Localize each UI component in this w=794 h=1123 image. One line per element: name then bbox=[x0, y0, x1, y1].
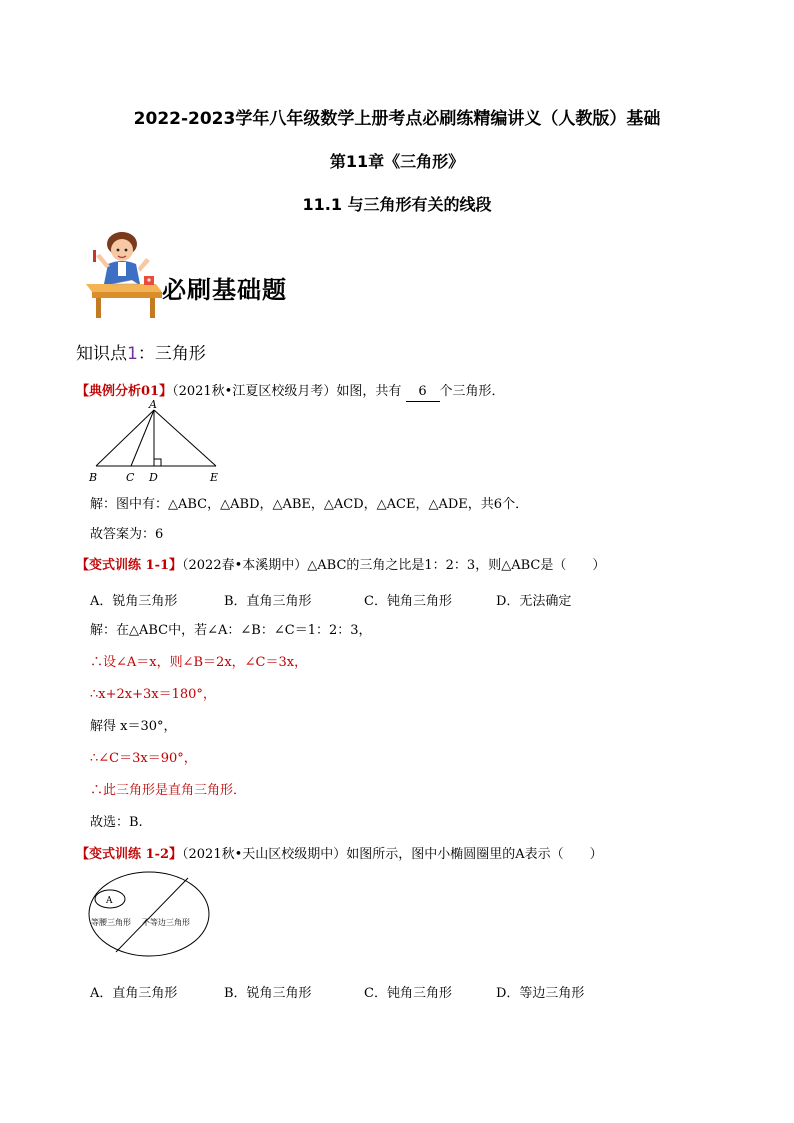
variant1-tag: 【变式训练 1-1】 bbox=[76, 558, 183, 573]
knowledge-point-suffix: ：三角形 bbox=[137, 344, 206, 364]
variant1-solution-line-6: ∴此三角形是直角三角形． bbox=[90, 783, 247, 798]
section-title: 11.1 与三角形有关的线段 bbox=[302, 195, 492, 214]
knowledge-point-number: 1 bbox=[127, 344, 138, 364]
variant1-solution-line-5: ∴∠C＝3x＝90°， bbox=[90, 751, 197, 766]
knowledge-point-heading bbox=[76, 339, 206, 364]
left-region-label: 等腰三角形 bbox=[91, 918, 131, 927]
variant1-solution-line-1: 解：在△ABC中，若∠A：∠B：∠C＝1：2：3， bbox=[90, 623, 372, 638]
example-answer-blank: 6 bbox=[406, 383, 440, 402]
vertex-label-c: C bbox=[126, 471, 135, 484]
example-tail: 个三角形． bbox=[439, 384, 505, 399]
variant2-option-c: C．钝角三角形 bbox=[364, 986, 452, 1001]
variant1-text: （2022春•本溪期中）△ABC的三角之比是1：2：3，则△ABC是（ ） bbox=[182, 558, 606, 573]
variant1-option-d: D．无法确定 bbox=[496, 594, 572, 609]
vertex-label-d: D bbox=[149, 471, 158, 484]
example-tag: 【典例分析01】 bbox=[76, 384, 173, 399]
variant1-solution-line-3: ∴x+2x+3x＝180°， bbox=[90, 687, 216, 702]
vertex-label-a: A bbox=[149, 398, 157, 411]
small-ellipse-label: A bbox=[106, 896, 113, 906]
variant1-question bbox=[76, 557, 605, 575]
example-solution: 解：图中有：△ABC，△ABD，△ABE，△ACD，△ACE，△ADE，共6个． bbox=[90, 497, 529, 512]
variant2-tag: 【变式训练 1-2】 bbox=[76, 847, 183, 862]
document-title: 2022-2023学年八年级数学上册考点必刷练精编讲义（人教版）基础 bbox=[133, 109, 661, 129]
variant2-option-a: A．直角三角形 bbox=[90, 986, 178, 1001]
variant1-option-b: B．直角三角形 bbox=[224, 594, 312, 609]
vertex-label-b: B bbox=[89, 471, 98, 484]
variant1-option-c: C．钝角三角形 bbox=[364, 594, 452, 609]
ellipse-figure bbox=[86, 868, 212, 960]
variant1-solution-line-4: 解得 x＝30°， bbox=[90, 719, 177, 734]
right-region-label: 不等边三角形 bbox=[142, 918, 190, 927]
triangle-figure bbox=[86, 398, 226, 488]
variant1-option-a: A．锐角三角形 bbox=[90, 594, 178, 609]
variant1-solution-line-2: ∴设∠A＝x，则∠B＝2x，∠C＝3x， bbox=[90, 655, 308, 670]
example-answer: 故答案为：6 bbox=[90, 527, 164, 542]
banner-label: 必刷基础题 bbox=[162, 275, 287, 304]
vertex-label-e: E bbox=[210, 471, 219, 484]
student-desk-illustration bbox=[84, 228, 164, 320]
variant2-option-d: D．等边三角形 bbox=[496, 986, 585, 1001]
knowledge-point-prefix: 知识点 bbox=[76, 344, 127, 364]
variant2-question bbox=[76, 846, 603, 864]
chapter-title: 第11章《三角形》 bbox=[329, 152, 465, 171]
variant2-text: （2021秋•天山区校级期中）如图所示，图中小椭圆圈里的A表示（ ） bbox=[182, 847, 603, 862]
variant2-option-b: B．锐角三角形 bbox=[224, 986, 312, 1001]
example-source: （2021秋•江夏区校级月考）如图，共有 bbox=[172, 384, 402, 399]
variant1-solution-line-7: 故选：B. bbox=[90, 815, 143, 830]
